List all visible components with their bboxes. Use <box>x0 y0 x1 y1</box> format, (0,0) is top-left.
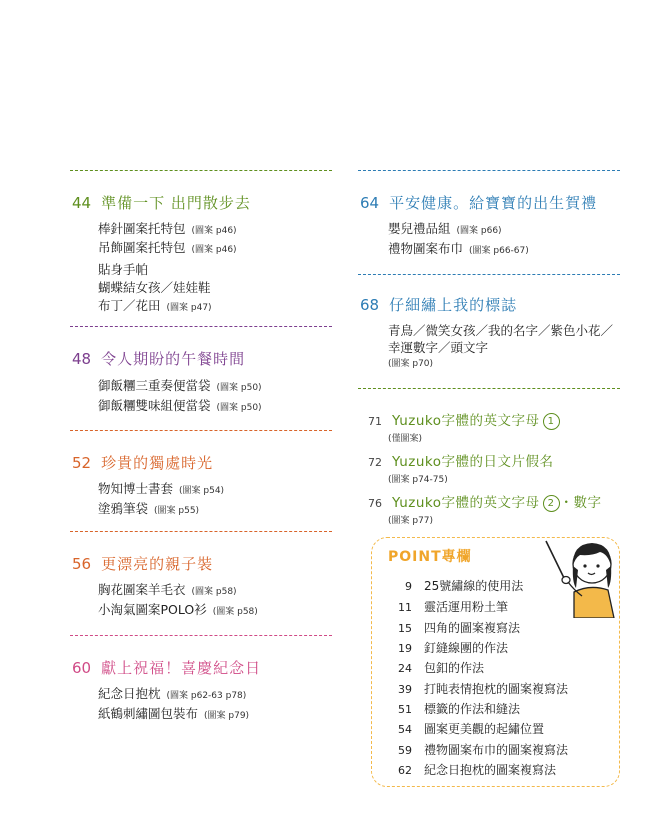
list-item: 布丁／花田 (圖案 p47) <box>98 298 212 313</box>
section-title-60 <box>72 657 261 678</box>
point-row: 59 禮物圖案布巾的圖案複寫法 <box>398 743 569 757</box>
list-item: 吊飾圖案托特包 (圖案 p46) <box>98 240 237 255</box>
pattern-ref: (僅圖案) <box>388 434 423 444</box>
pattern-ref: (圖案 p74-75) <box>388 475 448 485</box>
section-page-number: 60 <box>72 659 92 677</box>
list-item: 紙鶴刺繡圖包裝布 (圖案 p79) <box>98 706 250 721</box>
point-row: 51 標籤的作法和縫法 <box>398 702 521 716</box>
section-page-number: 44 <box>72 194 92 212</box>
point-row: 15 四角的圖案複寫法 <box>398 621 521 635</box>
yuzuko-title-72: 72 Yuzuko字體的日文片假名 <box>368 454 554 470</box>
section-page-number: 64 <box>360 194 380 212</box>
list-item: 幸運數字／頭文字 <box>388 340 489 355</box>
divider-64 <box>358 170 620 171</box>
section-title-text: 平安健康。給寶寶的出生賀禮 <box>389 194 598 212</box>
list-item: 蝴蝶結女孩／娃娃鞋 <box>98 280 211 295</box>
section-page-number: 52 <box>72 454 92 472</box>
section-title-68 <box>360 294 517 315</box>
section-title-text: 更漂亮的親子裝 <box>101 555 214 573</box>
section-page-number: 68 <box>360 296 380 314</box>
circle-number: 1 <box>543 413 560 430</box>
pattern-ref: (圖案 p70) <box>388 359 434 369</box>
list-item: 物知博士書套 (圖案 p54) <box>98 481 225 496</box>
point-row: 19 釘縫線團的作法 <box>398 641 509 655</box>
point-row: 62 紀念日抱枕的圖案複寫法 <box>398 763 557 777</box>
section-page-number: 48 <box>72 350 92 368</box>
section-title-text: 令人期盼的午餐時間 <box>101 350 246 368</box>
section-title-text: 獻上祝福！喜慶紀念日 <box>101 659 262 677</box>
list-item: 塗鴉筆袋 (圖案 p55) <box>98 501 200 516</box>
divider-yuzuko <box>358 388 620 389</box>
section-title-48 <box>72 348 245 369</box>
list-item: 嬰兒禮品組 (圖案 p66) <box>388 221 502 236</box>
yuzuko-title-76: 76 Yuzuko字體的英文字母 2 ・數字 <box>368 495 602 511</box>
divider-44 <box>70 170 332 171</box>
list-item: 貼身手帕 <box>98 262 149 277</box>
divider-48 <box>70 326 332 327</box>
divider-68 <box>358 274 620 275</box>
point-row: 54 圖案更美觀的起繡位置 <box>398 722 545 736</box>
section-title-52 <box>72 452 213 473</box>
list-item: 棒針圖案托特包 (圖案 p46) <box>98 221 237 236</box>
divider-52 <box>70 430 332 431</box>
divider-60 <box>70 635 332 636</box>
circle-number: 2 <box>543 495 560 512</box>
yuzuko-title-71: 71 Yuzuko字體的英文字母 1 <box>368 409 560 430</box>
section-page-number: 56 <box>72 555 92 573</box>
list-item: 青鳥／微笑女孩／我的名字／紫色小花／ <box>388 323 614 338</box>
section-title-text: 仔細繡上我的標誌 <box>389 296 518 314</box>
section-title-44 <box>72 192 251 213</box>
point-row: 24 包釦的作法 <box>398 661 485 675</box>
section-title-text: 準備一下 出門散步去 <box>101 194 251 212</box>
list-item: 胸花圖案羊毛衣 (圖案 p58) <box>98 582 237 597</box>
point-row: 39 打盹表情抱枕的圖案複寫法 <box>398 682 569 696</box>
section-title-64 <box>360 192 597 213</box>
point-column-heading: POINT專欄 <box>388 549 472 565</box>
list-item: 禮物圖案布巾 (圖案 p66-67) <box>388 241 529 256</box>
section-title-56 <box>72 553 213 574</box>
divider-56 <box>70 531 332 532</box>
list-item: 紀念日抱枕 (圖案 p62-63 p78) <box>98 686 247 701</box>
point-row: 9 25號繡線的使用法 <box>405 579 524 593</box>
section-title-text: 珍貴的獨處時光 <box>101 454 214 472</box>
point-row: 11 靈活運用粉土筆 <box>398 600 509 614</box>
list-item: 御飯糰三重奏便當袋 (圖案 p50) <box>98 378 262 393</box>
pattern-ref: (圖案 p77) <box>388 516 434 526</box>
list-item: 御飯糰雙味組便當袋 (圖案 p50) <box>98 398 262 413</box>
list-item: 小淘氣圖案POLO衫 (圖案 p58) <box>98 602 258 617</box>
girl-illustration-icon <box>530 526 630 618</box>
